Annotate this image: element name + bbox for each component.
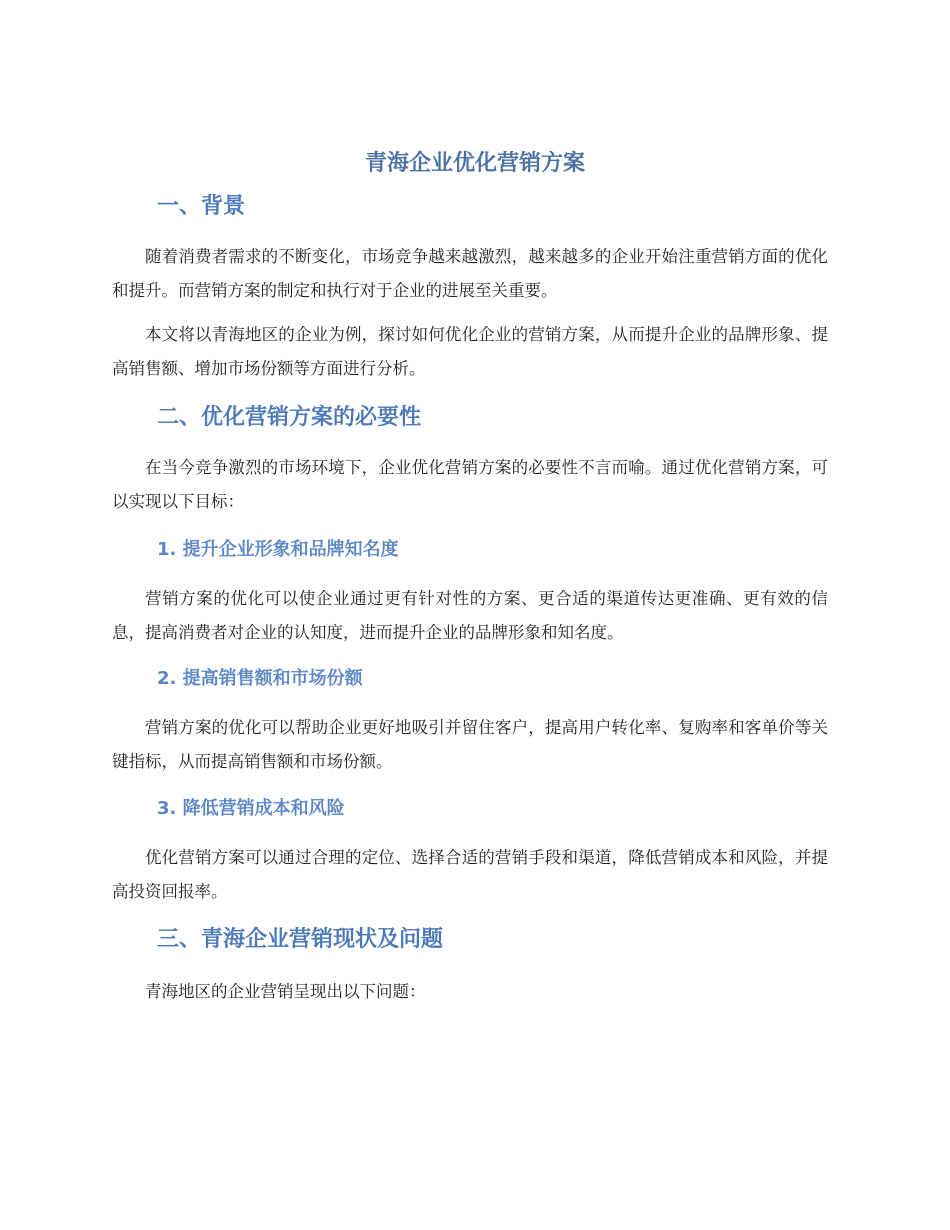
section-heading-necessity: 二、优化营销方案的必要性	[157, 405, 422, 430]
document-title: 青海企业优化营销方案	[364, 151, 585, 176]
subsection-heading-sales: 2. 提高销售额和市场份额	[157, 668, 363, 689]
paragraph: 营销方案的优化可以使企业通过更有针对性的方案、更合适的渠道传达更准确、更有效的信息，提高消费者对企业的认知度，进而提升企业的品牌形象和知名度。	[112, 589, 828, 642]
paragraph: 本文将以青海地区的企业为例，探讨如何优化企业的营销方案，从而提升企业的品牌形象、提高销售额、增加市场份额等方面进行分析。	[112, 325, 828, 378]
paragraph: 优化营销方案可以通过合理的定位、选择合适的营销手段和渠道，降低营销成本和风险，并提高投资回报率。	[112, 848, 828, 901]
paragraph: 青海地区的企业营销呈现出以下问题：	[145, 982, 426, 1001]
paragraph: 在当今竞争激烈的市场环境下，企业优化营销方案的必要性不言而喻。通过优化营销方案，可以实现以下目标：	[112, 458, 828, 511]
section-heading-background: 一、背景	[157, 194, 246, 219]
subsection-heading-cost: 3. 降低营销成本和风险	[157, 798, 345, 819]
paragraph: 随着消费者需求的不断变化，市场竞争越来越激烈，越来越多的企业开始注重营销方面的优化和提升。而营销方案的制定和执行对于企业的进展至关重要。	[112, 247, 828, 300]
paragraph: 营销方案的优化可以帮助企业更好地吸引并留住客户，提高用户转化率、复购率和客单价等关键指标，从而提高销售额和市场份额。	[112, 718, 828, 771]
section-heading-status: 三、青海企业营销现状及问题	[157, 927, 444, 952]
subsection-heading-brand: 1. 提升企业形象和品牌知名度	[157, 539, 399, 560]
